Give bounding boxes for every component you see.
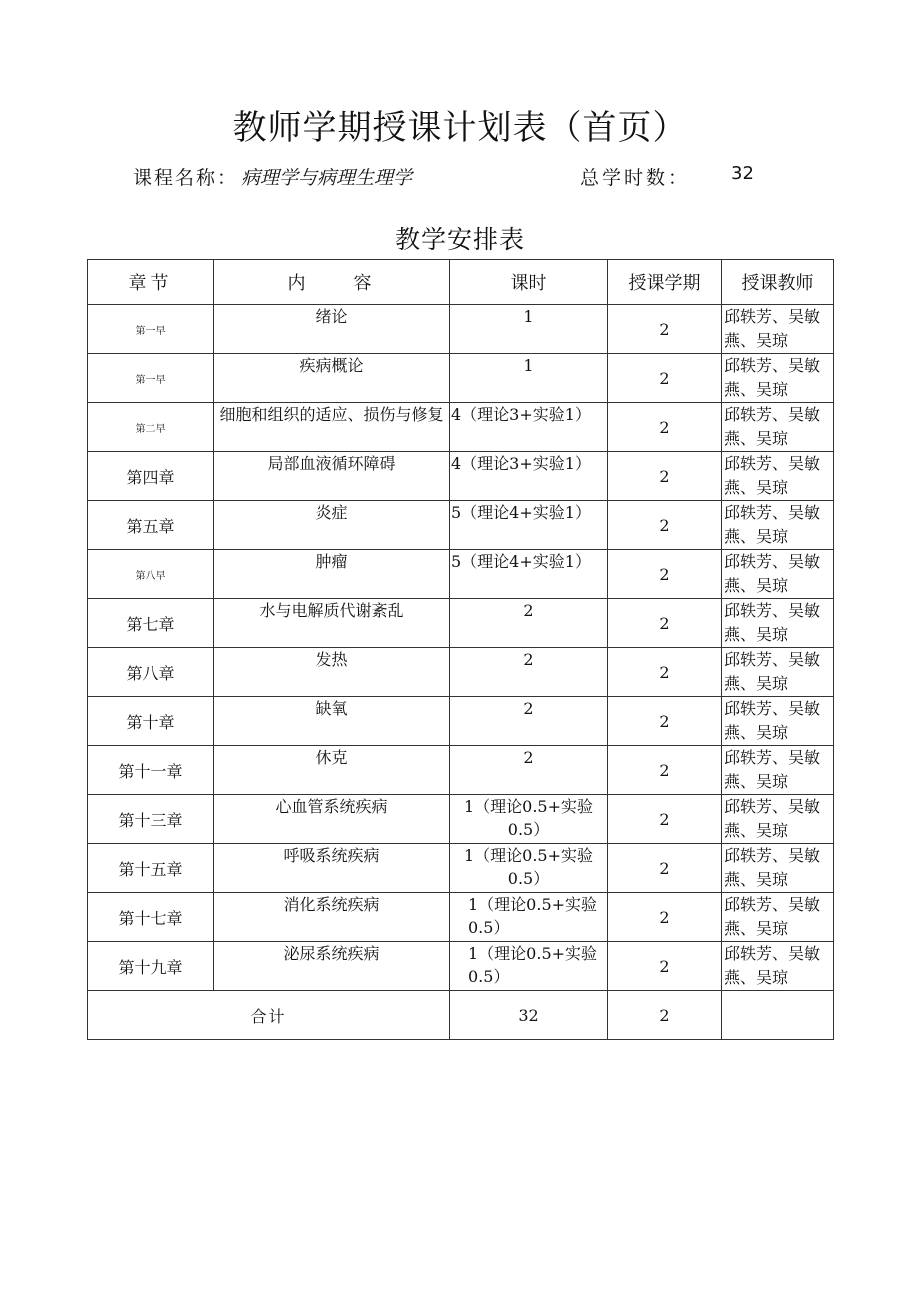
row-semester: 2 [608, 403, 722, 452]
row-teacher: 邱轶芳、吴敏燕、吴琼 [722, 403, 834, 452]
schedule-table [87, 259, 834, 1040]
row-content: 休克 [214, 746, 450, 795]
row-teacher: 邱轶芳、吴敏燕、吴琼 [722, 599, 834, 648]
table-row [88, 844, 834, 893]
header-teacher: 授课教师 [722, 260, 834, 305]
table-row [88, 403, 834, 452]
row-hours: 5（理论4+实验1） [450, 550, 608, 599]
row-chapter: 第十一章 [88, 746, 214, 795]
total-semester: 2 [608, 991, 722, 1040]
table-row [88, 942, 834, 991]
row-chapter: 第十九章 [88, 942, 214, 991]
row-content: 炎症 [214, 501, 450, 550]
row-content: 发热 [214, 648, 450, 697]
header-chapter: 章节 [88, 260, 214, 305]
total-hours-label: 总学时数： [580, 167, 691, 189]
row-hours: 1（理论0.5+实验0.5） [450, 795, 608, 844]
row-teacher: 邱轶芳、吴敏燕、吴琼 [722, 795, 834, 844]
total-hours-value: 32 [731, 163, 754, 184]
row-hours: 2 [450, 697, 608, 746]
row-content: 水与电解质代谢紊乱 [214, 599, 450, 648]
row-teacher: 邱轶芳、吴敏燕、吴琼 [722, 746, 834, 795]
row-teacher: 邱轶芳、吴敏燕、吴琼 [722, 550, 834, 599]
row-chapter: 第十七章 [88, 893, 214, 942]
row-chapter: 第二早 [88, 403, 214, 452]
row-hours: 4（理论3+实验1） [450, 452, 608, 501]
row-content: 绪论 [214, 305, 450, 354]
row-hours: 2 [450, 599, 608, 648]
row-chapter: 第七章 [88, 599, 214, 648]
row-semester: 2 [608, 746, 722, 795]
row-semester: 2 [608, 942, 722, 991]
row-chapter: 第十章 [88, 697, 214, 746]
table-row [88, 795, 834, 844]
row-hours: 4（理论3+实验1） [450, 403, 608, 452]
total-row [88, 991, 834, 1040]
row-chapter: 第四章 [88, 452, 214, 501]
row-hours: 1 [450, 354, 608, 403]
row-teacher: 邱轶芳、吴敏燕、吴琼 [722, 452, 834, 501]
table-row [88, 452, 834, 501]
row-hours: 1（理论0.5+实验0.5） [450, 942, 608, 991]
total-hours: 32 [450, 991, 608, 1040]
row-content: 消化系统疾病 [214, 893, 450, 942]
row-semester: 2 [608, 452, 722, 501]
course-info-line [133, 163, 773, 191]
header-semester: 授课学期 [608, 260, 722, 305]
row-hours: 1（理论0.5+实验0.5） [450, 844, 608, 893]
row-hours: 2 [450, 648, 608, 697]
total-label: 合计 [88, 991, 450, 1040]
table-row [88, 354, 834, 403]
course-name-label: 课程名称： [133, 167, 239, 189]
row-semester: 2 [608, 648, 722, 697]
row-chapter: 第十三章 [88, 795, 214, 844]
section-title: 教学安排表 [394, 225, 525, 254]
row-content: 肿瘤 [214, 550, 450, 599]
row-teacher: 邱轶芳、吴敏燕、吴琼 [722, 893, 834, 942]
row-chapter: 第十五章 [88, 844, 214, 893]
row-semester: 2 [608, 550, 722, 599]
table-row [88, 697, 834, 746]
row-chapter: 第五章 [88, 501, 214, 550]
row-semester: 2 [608, 697, 722, 746]
row-teacher: 邱轶芳、吴敏燕、吴琼 [722, 942, 834, 991]
row-semester: 2 [608, 599, 722, 648]
row-chapter: 第一早 [88, 305, 214, 354]
row-semester: 2 [608, 893, 722, 942]
row-teacher: 邱轶芳、吴敏燕、吴琼 [722, 697, 834, 746]
row-content: 细胞和组织的适应、损伤与修复 [214, 403, 450, 452]
row-content: 疾病概论 [214, 354, 450, 403]
row-semester: 2 [608, 501, 722, 550]
table-row [88, 305, 834, 354]
table-row [88, 501, 834, 550]
page-title: 教师学期授课计划表（首页） [232, 108, 688, 148]
table-row [88, 599, 834, 648]
row-content: 泌尿系统疾病 [214, 942, 450, 991]
table-row [88, 550, 834, 599]
row-teacher: 邱轶芳、吴敏燕、吴琼 [722, 648, 834, 697]
row-teacher: 邱轶芳、吴敏燕、吴琼 [722, 501, 834, 550]
row-chapter: 第一早 [88, 354, 214, 403]
header-hours: 课时 [450, 260, 608, 305]
row-content: 心血管系统疾病 [214, 795, 450, 844]
row-semester: 2 [608, 844, 722, 893]
table-row [88, 893, 834, 942]
row-semester: 2 [608, 354, 722, 403]
row-chapter: 第八早 [88, 550, 214, 599]
row-content: 呼吸系统疾病 [214, 844, 450, 893]
row-hours: 1（理论0.5+实验0.5） [450, 893, 608, 942]
row-content: 局部血液循环障碍 [214, 452, 450, 501]
table-header-row [88, 260, 834, 305]
table-row [88, 648, 834, 697]
table-row [88, 746, 834, 795]
row-chapter: 第八章 [88, 648, 214, 697]
header-content: 内 容 [214, 260, 450, 305]
row-semester: 2 [608, 795, 722, 844]
total-teacher [722, 991, 834, 1040]
row-teacher: 邱轶芳、吴敏燕、吴琼 [722, 305, 834, 354]
row-hours: 5（理论4+实验1） [450, 501, 608, 550]
row-teacher: 邱轶芳、吴敏燕、吴琼 [722, 844, 834, 893]
row-hours: 2 [450, 746, 608, 795]
row-hours: 1 [450, 305, 608, 354]
course-name-value: 病理学与病理生理学 [241, 167, 413, 189]
row-teacher: 邱轶芳、吴敏燕、吴琼 [722, 354, 834, 403]
row-content: 缺氧 [214, 697, 450, 746]
row-semester: 2 [608, 305, 722, 354]
